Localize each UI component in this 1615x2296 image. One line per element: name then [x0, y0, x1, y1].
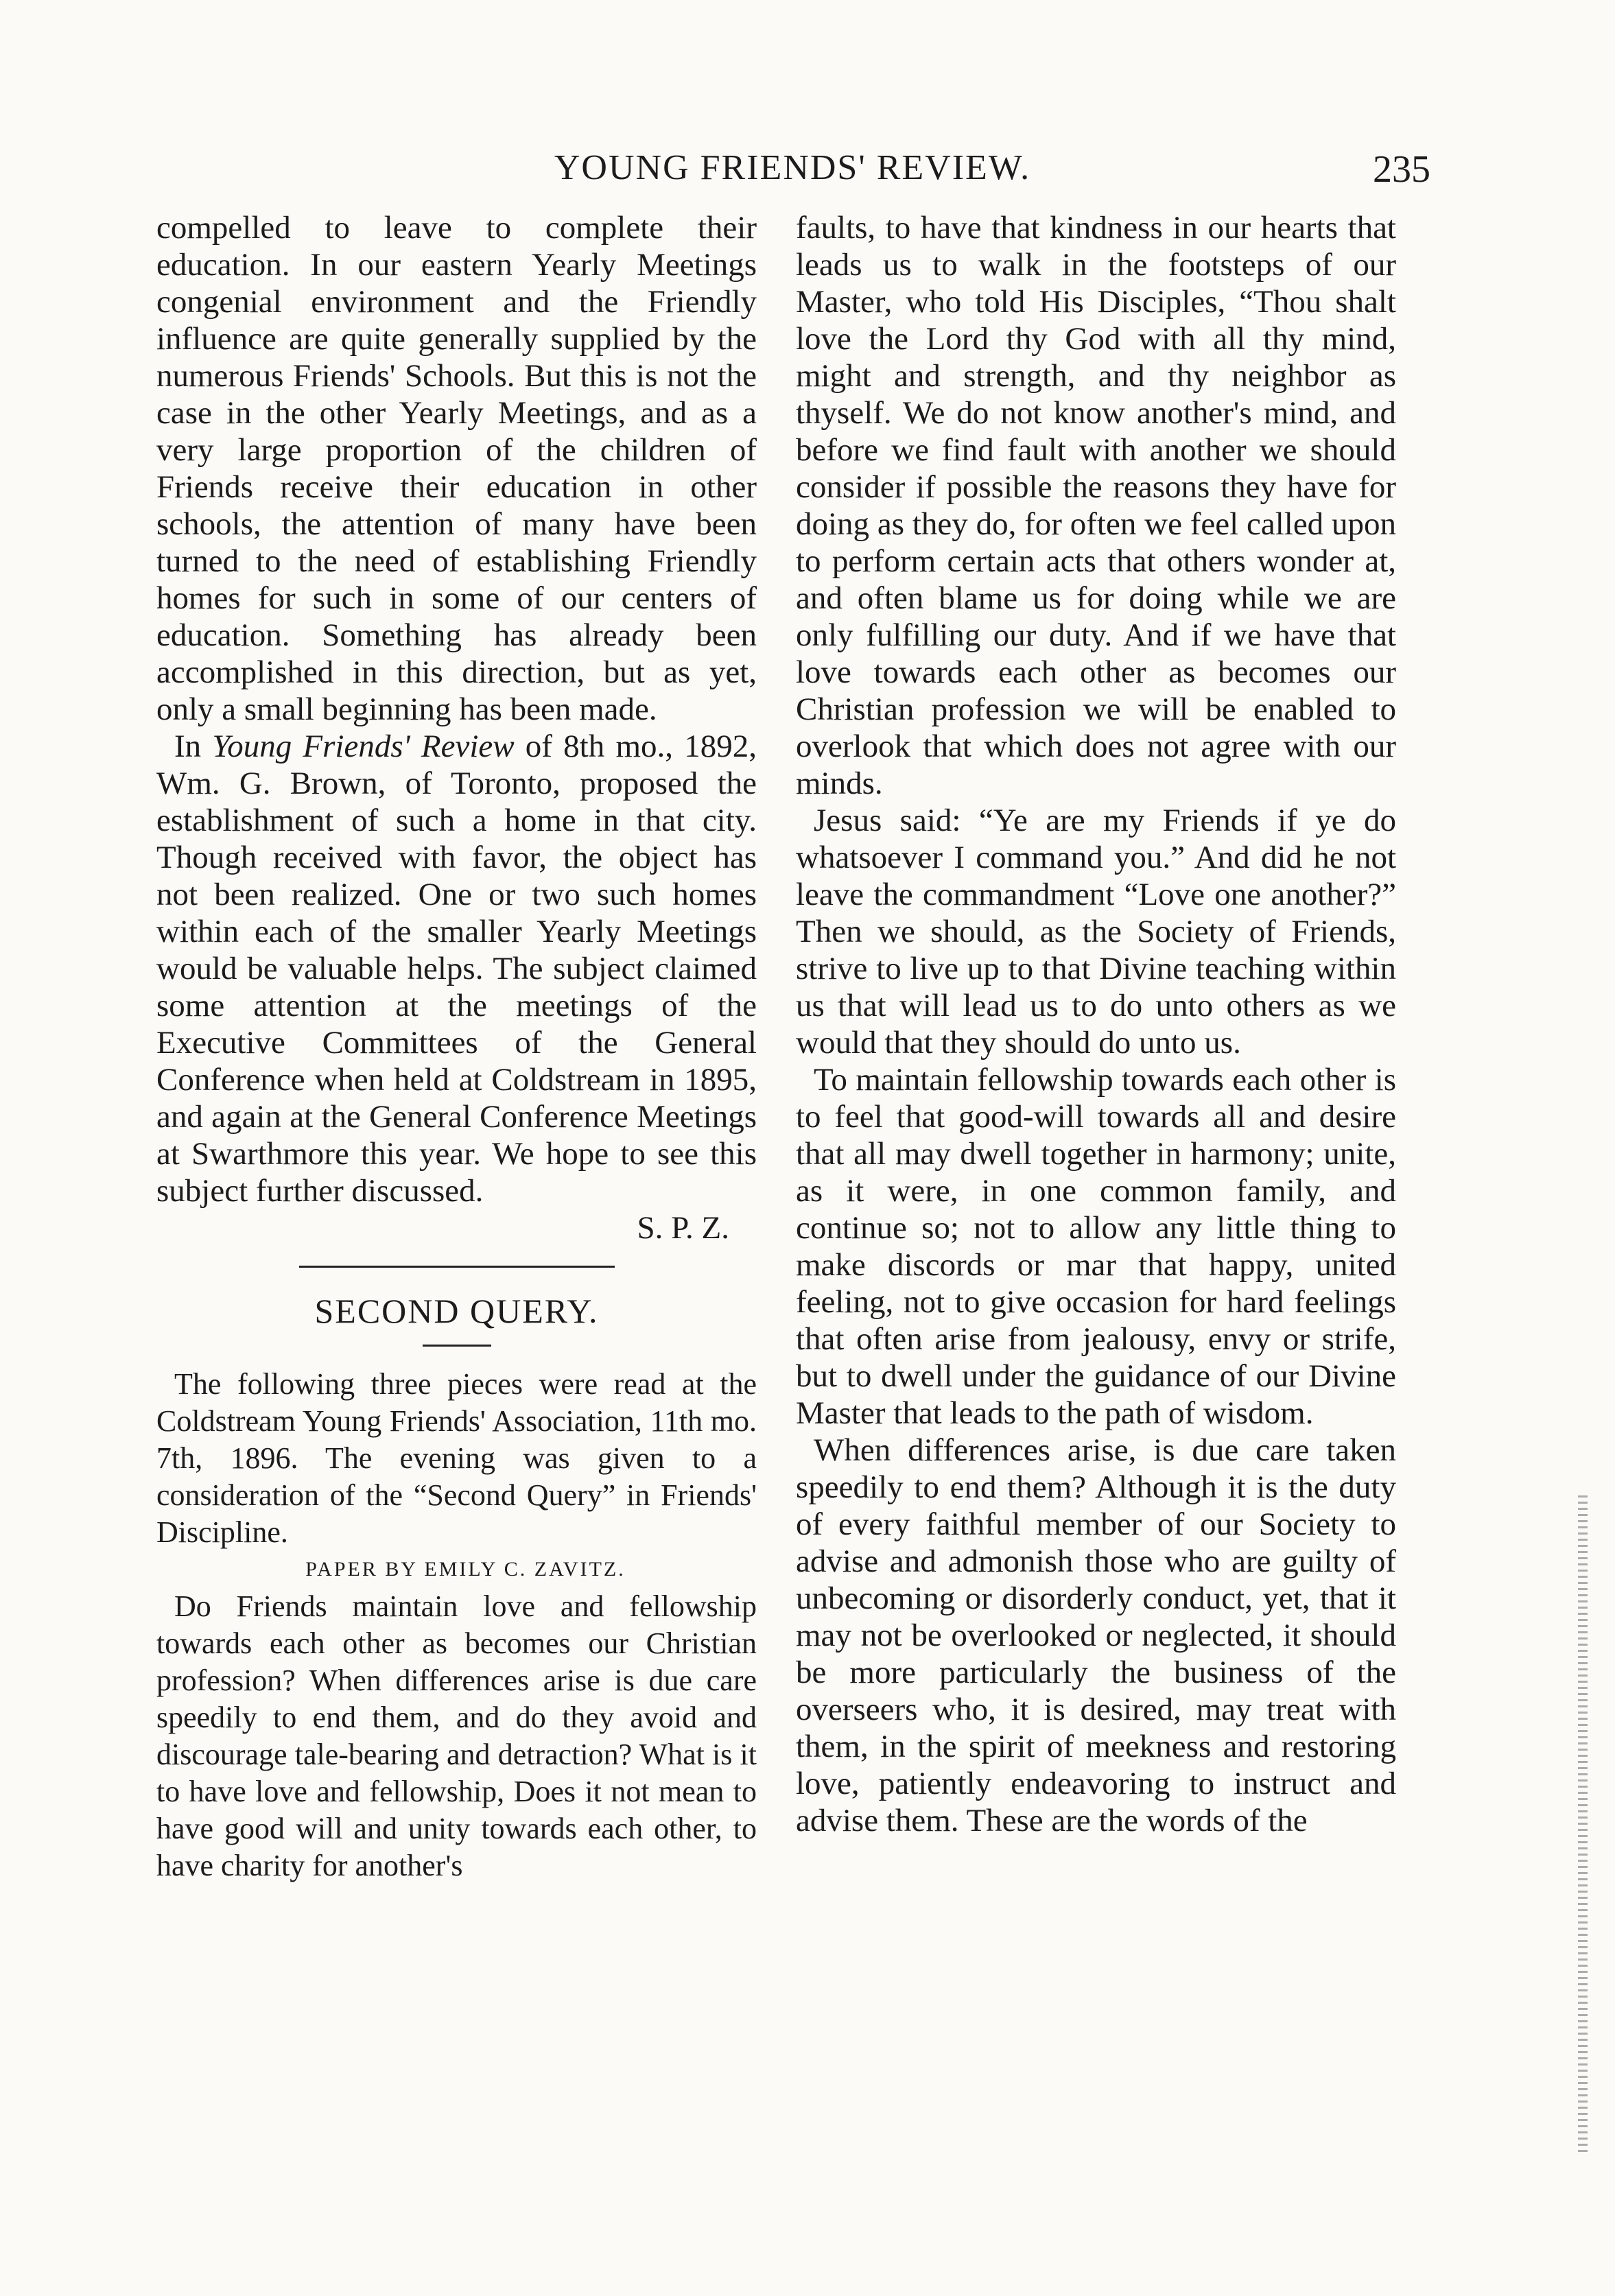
left-paragraph-3: Do Friends maintain love and fellowship towards each other as becomes our Christian profession? When differences arise is due care speedily to end them, and do they avoid and discourage tale-bearing and detraction? What is it to have love and fellowship, Does it not mean to have good will and unity towards each other, to have charity for another's — [156, 1589, 757, 1882]
right-paragraph-4: When differences arise, is due care taken speedily to end them? Although it is the duty of every faithful member of our Society to advise and admonish those who are guilty of unbecoming or disorderly conduct, yet, that it may not be overlooked or neglected, it should be more particularly the business of the overseers who, it is desired, may treat with them, in the spirit of meekness and restoring love, patiently endeavoring to instruct and advise them. These are the words of the — [796, 1432, 1396, 1838]
section-intro: The following three pieces were read at the Coldstream Young Friends' Association, 11th mo. 7th, 1896. The evening was given to a consideration of the “Second Query” in Friends' Discipline. — [156, 1367, 757, 1549]
section-divider-long — [299, 1266, 615, 1268]
section-title: SECOND QUERY. — [314, 1292, 599, 1330]
periodical-title: Young Friends' Review — [212, 729, 515, 764]
right-column — [796, 209, 1396, 1839]
left-paragraph-1: compelled to leave to complete their education. In our eastern Yearly Meetings congenial environment and the Friendly influence are quite generally supplied by the numerous Friends' Schools. But this is not the case in the other Yearly Meetings, and as a very large proportion of the children of Friends receive their education in other schools, the attention of many have been turned to the need of establishing Friendly homes for such in some of our centers of education. Something has already been accomplished in this direction, but as yet, only a small beginning has been made. — [156, 210, 757, 727]
paper-byline: PAPER BY EMILY C. ZAVITZ. — [305, 1558, 626, 1581]
page-header — [154, 147, 1430, 202]
section-divider-short — [423, 1345, 491, 1347]
left-column — [156, 209, 757, 1884]
right-paragraph-3: To maintain fellowship towards each other is to feel that good-will towards all and desire that all may dwell together in harmony; unite, as it were, in one common family, and continue so; not to allow any little thing to make discords or mar that happy, united feeling, not to give occasion for hard feelings that often arise from jealousy, envy or strife, but to dwell under the guidance of our Divine Master that leads to the path of wisdom. — [796, 1062, 1396, 1431]
scan-edge-artifact — [1578, 1495, 1588, 2154]
para2-rest: of 8th mo., 1892, Wm. G. Brown, of Toronto, proposed the establishment of such a home in that city. Though received with favor, the object has not been realized. One or two such homes within each of the smaller Yearly Meetings would be valuable helps. The subject claimed some attention at the meetings of the Executive Committees of the General Conference when held at Coldstream in 1895, and again at the General Conference Meetings at Swarthmore this year. We hope to see this subject further discussed. — [156, 729, 757, 1209]
running-title: YOUNG FRIENDS' REVIEW. — [554, 148, 1031, 187]
para2-prefix: In — [174, 729, 213, 764]
right-paragraph-1: faults, to have that kindness in our hearts that leads us to walk in the footsteps of our Master, who told His Disciples, “Thou shalt love the Lord thy God with all thy mind, might and strength, and thy neighbor as thyself. We do not know another's mind, and before we find fault with another we should consider if possible the reasons they have for doing as they do, for often we feel called upon to perform certain acts that others wonder at, and often blame us for doing while we are only fulfilling our duty. And if we have that love towards each other as becomes our Christian profession we will be enabled to overlook that which does not agree with our minds. — [796, 210, 1396, 801]
page-number: 235 — [1373, 148, 1430, 191]
signature: S. P. Z. — [637, 1210, 729, 1246]
left-paragraph-2 — [156, 728, 757, 1209]
right-paragraph-2: Jesus said: “Ye are my Friends if ye do whatsoever I command you.” And did he not leave the commandment “Love one another?” Then we should, as the Society of Friends, strive to live up to that Divine teaching within us that will lead us to do unto others as we would that they should do unto us. — [796, 803, 1396, 1061]
